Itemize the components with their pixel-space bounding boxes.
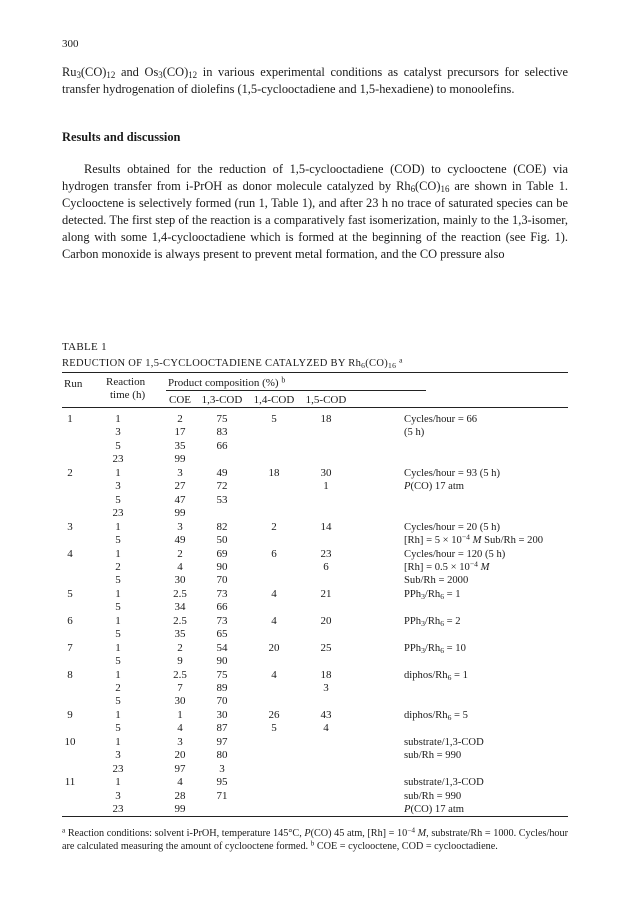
cell-time: 1 xyxy=(115,708,121,721)
cell-14-cod: 4 xyxy=(271,668,277,681)
cell-14-cod: 4 xyxy=(271,587,277,600)
cell-time: 5 xyxy=(115,655,121,668)
cell-13-cod: 70 xyxy=(216,695,228,708)
cell-15-cod: 21 xyxy=(320,587,332,600)
body-paragraph: Results obtained for the reduction of 1,5-cyclooctadiene (COD) to cyclooctene (COE) via hydrogen transfer from i-PrOH as donor molecule catalyzed by $Rh_6(CO)_{16}$ are shown in Table 1. Cyclooctene is selectively formed (run 1, Table 1), and after 23 h no trace of saturated species can be detected. The first step of the reaction is a comparatively fast isomerization, mainly to the 1,3-isomer, along with some 1,4-cyclooctadiene which is formed at the beginning of the reaction (see Fig. 1). Carbon monoxide is always present to prevent metal formation, and the CO pressure also xyxy=(62,162,568,261)
cell-time: 3 xyxy=(115,789,121,802)
cell-14-cod: 5 xyxy=(271,722,277,735)
cell-note: diphos/$Rh_6 = 1$ xyxy=(404,669,468,682)
cell-note: $PPh_3/Rh_6 = 2$ xyxy=(404,615,461,628)
cell-13-cod: 90 xyxy=(216,560,228,573)
cell-time: 5 xyxy=(115,722,121,735)
cell-run: 10 xyxy=(64,735,76,748)
cell-time: 23 xyxy=(112,453,124,466)
section-heading: Results and discussion xyxy=(62,130,181,144)
cell-time: 1 xyxy=(115,587,121,600)
cell-15-cod: 30 xyxy=(320,466,332,479)
cell-run: 11 xyxy=(64,776,76,789)
cell-coe: 4 xyxy=(177,560,183,573)
header-14-cod: 1,4-COD xyxy=(253,394,295,406)
cell-coe: 3 xyxy=(177,735,183,748)
cell-13-cod: 66 xyxy=(216,601,228,614)
cell-coe: 20 xyxy=(174,749,186,762)
cell-coe: 2 xyxy=(177,641,183,654)
table-top-rule xyxy=(62,372,568,373)
cell-coe: 97 xyxy=(174,762,186,775)
cell-13-cod: 30 xyxy=(216,708,228,721)
cell-time: 5 xyxy=(115,574,121,587)
cell-15-cod: 23 xyxy=(320,547,332,560)
cell-13-cod: 71 xyxy=(216,789,228,802)
cell-14-cod: 18 xyxy=(268,466,280,479)
cell-coe: 30 xyxy=(174,695,186,708)
cell-coe: 28 xyxy=(174,789,186,802)
cell-note: Sub/Rh = 2000 xyxy=(404,575,469,587)
cell-run: 9 xyxy=(67,708,73,721)
cell-note: $[Rh] = 5 \times 10^{-4}$ M Sub/Rh = 200 xyxy=(404,532,544,547)
cell-run: 7 xyxy=(67,641,73,654)
cell-14-cod: 6 xyxy=(271,547,277,560)
cell-13-cod: 49 xyxy=(216,466,228,479)
cell-13-cod: 3 xyxy=(219,762,225,775)
cell-note: Cycles/hour = 120 (5 h) xyxy=(404,548,506,560)
cell-note: substrate/1,3-COD xyxy=(404,736,484,748)
cell-13-cod: 69 xyxy=(216,547,228,560)
cell-coe: 2.5 xyxy=(173,587,187,600)
cell-15-cod: 14 xyxy=(320,520,332,533)
cell-note: $PPh_3/Rh_6 = 10$ xyxy=(404,642,466,655)
cell-time: 23 xyxy=(112,507,124,520)
cell-time: 5 xyxy=(115,439,121,452)
cell-time: 5 xyxy=(115,601,121,614)
cell-coe: 27 xyxy=(174,480,186,493)
cell-coe: 2 xyxy=(177,547,183,560)
cell-note: Cycles/hour = 66 xyxy=(404,414,478,425)
cell-time: 5 xyxy=(115,628,121,641)
cell-13-cod: 53 xyxy=(216,493,228,506)
cell-coe: 7 xyxy=(177,682,183,694)
cell-coe: 2 xyxy=(177,413,183,425)
cell-note: sub/Rh = 990 xyxy=(404,790,462,802)
cell-13-cod: 95 xyxy=(216,776,228,789)
cell-run: 2 xyxy=(67,466,73,479)
cell-time: 2 xyxy=(115,560,121,573)
cell-run: 8 xyxy=(67,668,73,681)
cell-13-cod: 65 xyxy=(216,628,228,641)
cell-time: 2 xyxy=(115,682,121,694)
cell-13-cod: 72 xyxy=(216,480,228,493)
cell-13-cod: 66 xyxy=(216,439,228,452)
cell-time: 1 xyxy=(115,668,121,681)
cell-time: 1 xyxy=(115,735,121,748)
cell-13-cod: 80 xyxy=(216,749,228,762)
cell-time: 23 xyxy=(112,803,124,816)
cell-time: 1 xyxy=(115,776,121,789)
cell-15-cod: 20 xyxy=(320,614,332,627)
cell-coe: 47 xyxy=(174,493,186,506)
cell-13-cod: 87 xyxy=(216,722,228,735)
cell-note: substrate/1,3-COD xyxy=(404,777,484,789)
cell-15-cod: 25 xyxy=(320,641,332,654)
table-bottom-rule xyxy=(62,816,568,817)
cell-note: Cycles/hour = 93 (5 h) xyxy=(404,467,501,479)
cell-13-cod: 83 xyxy=(216,426,228,439)
cell-coe: 4 xyxy=(177,722,183,735)
cell-note: (5 h) xyxy=(404,427,425,439)
cell-coe: 2.5 xyxy=(173,614,187,627)
cell-note: $PPh_3/Rh_6 = 1$ xyxy=(404,588,461,601)
header-coe: COE xyxy=(169,394,191,406)
cell-note: $[Rh] = 0.5 \times 10^{-4}$ M xyxy=(404,559,490,573)
cell-run: 3 xyxy=(67,520,73,533)
cell-run: 6 xyxy=(67,614,73,627)
cell-time: 1 xyxy=(115,466,121,479)
cell-13-cod: 73 xyxy=(216,587,228,600)
cell-15-cod: 3 xyxy=(323,682,329,694)
cell-time: 1 xyxy=(115,413,121,425)
cell-coe: 35 xyxy=(174,439,186,452)
cell-coe: 1 xyxy=(177,708,183,721)
cell-time: 3 xyxy=(115,480,121,493)
cell-13-cod: 89 xyxy=(216,682,228,694)
cell-15-cod: 18 xyxy=(320,668,332,681)
page-number: 300 xyxy=(62,38,79,50)
table-label: TABLE 1 xyxy=(62,341,107,353)
cell-coe: 99 xyxy=(174,507,186,520)
cell-coe: 2.5 xyxy=(173,668,187,681)
header-13-cod: 1,3-COD xyxy=(201,394,243,406)
cell-15-cod: 18 xyxy=(320,413,332,425)
cell-coe: 17 xyxy=(174,426,186,439)
cell-13-cod: 50 xyxy=(216,534,228,547)
cell-13-cod: 75 xyxy=(216,413,228,425)
cell-note: Cycles/hour = 20 (5 h) xyxy=(404,521,501,533)
cell-13-cod: 70 xyxy=(216,574,228,587)
cell-time: 5 xyxy=(115,534,121,547)
cell-note: sub/Rh = 990 xyxy=(404,750,462,762)
cell-coe: 34 xyxy=(174,601,186,614)
header-15-cod: 1,5-COD xyxy=(305,394,347,406)
header-run: Run xyxy=(64,378,83,390)
header-time-line1: Reaction xyxy=(106,376,146,388)
cell-coe: 99 xyxy=(174,453,186,466)
cell-14-cod: 20 xyxy=(268,641,280,654)
cell-time: 3 xyxy=(115,749,121,762)
cell-14-cod: 2 xyxy=(271,520,277,533)
cell-note: diphos/$Rh_6 = 5$ xyxy=(404,709,468,722)
cell-13-cod: 54 xyxy=(216,641,228,654)
cell-time: 3 xyxy=(115,426,121,439)
cell-15-cod: 1 xyxy=(323,480,329,493)
composition-subrule xyxy=(166,390,426,391)
cell-note: P(CO) 17 atm xyxy=(404,804,465,816)
cell-15-cod: 43 xyxy=(320,708,332,721)
header-product-composition: Product composition (%) $^b$ xyxy=(168,375,286,389)
cell-15-cod: 4 xyxy=(323,722,329,735)
cell-coe: 9 xyxy=(177,655,183,668)
intro-paragraph: $Ru_3(CO)_{12}$ and $Os_3(CO)_{12}$ in various experimental conditions as catalyst precursors for selective transfer hydrogenation of diolefins (1,5-cyclooctadiene and 1,5-hexadiene) to monoolefins. xyxy=(62,65,569,96)
cell-coe: 3 xyxy=(177,466,183,479)
cell-coe: 99 xyxy=(174,803,186,816)
cell-run: 5 xyxy=(67,587,73,600)
cell-13-cod: 75 xyxy=(216,668,228,681)
table-header-rule xyxy=(62,407,568,408)
cell-13-cod: 90 xyxy=(216,655,228,668)
cell-time: 1 xyxy=(115,614,121,627)
cell-13-cod: 82 xyxy=(216,520,228,533)
cell-coe: 4 xyxy=(177,776,183,789)
cell-time: 23 xyxy=(112,762,124,775)
cell-coe: 49 xyxy=(174,534,186,547)
cell-time: 5 xyxy=(115,493,121,506)
cell-14-cod: 4 xyxy=(271,614,277,627)
cell-run: 1 xyxy=(67,413,73,425)
cell-time: 5 xyxy=(115,695,121,708)
header-time-line2: time (h) xyxy=(110,389,146,401)
cell-note: P(CO) 17 atm xyxy=(404,481,465,493)
cell-coe: 30 xyxy=(174,574,186,587)
cell-time: 1 xyxy=(115,520,121,533)
table-footnote: $^a$ Reaction conditions: solvent i-PrOH, temperature 145°C, P(CO) 45 atm, $[Rh] = 10^{-4}$ M, substrate/Rh = 1000. Cycles/hour are calculated measuring the amount of cyclooctene formed. $^b$ COE = cyclooctene, COD = cyclooctadiene. xyxy=(62,825,568,852)
cell-coe: 3 xyxy=(177,520,183,533)
cell-time: 1 xyxy=(115,641,121,654)
cell-run: 4 xyxy=(67,547,73,560)
cell-14-cod: 5 xyxy=(271,413,277,425)
cell-14-cod: 26 xyxy=(268,708,280,721)
cell-13-cod: 73 xyxy=(216,614,228,627)
cell-15-cod: 6 xyxy=(323,560,329,573)
cell-13-cod: 97 xyxy=(216,735,228,748)
table-title: REDUCTION OF 1,5-CYCLOOCTADIENE CATALYZED BY $Rh_6(CO)_{16}$ $^a$ xyxy=(62,355,403,370)
cell-coe: 35 xyxy=(174,628,186,641)
cell-time: 1 xyxy=(115,547,121,560)
